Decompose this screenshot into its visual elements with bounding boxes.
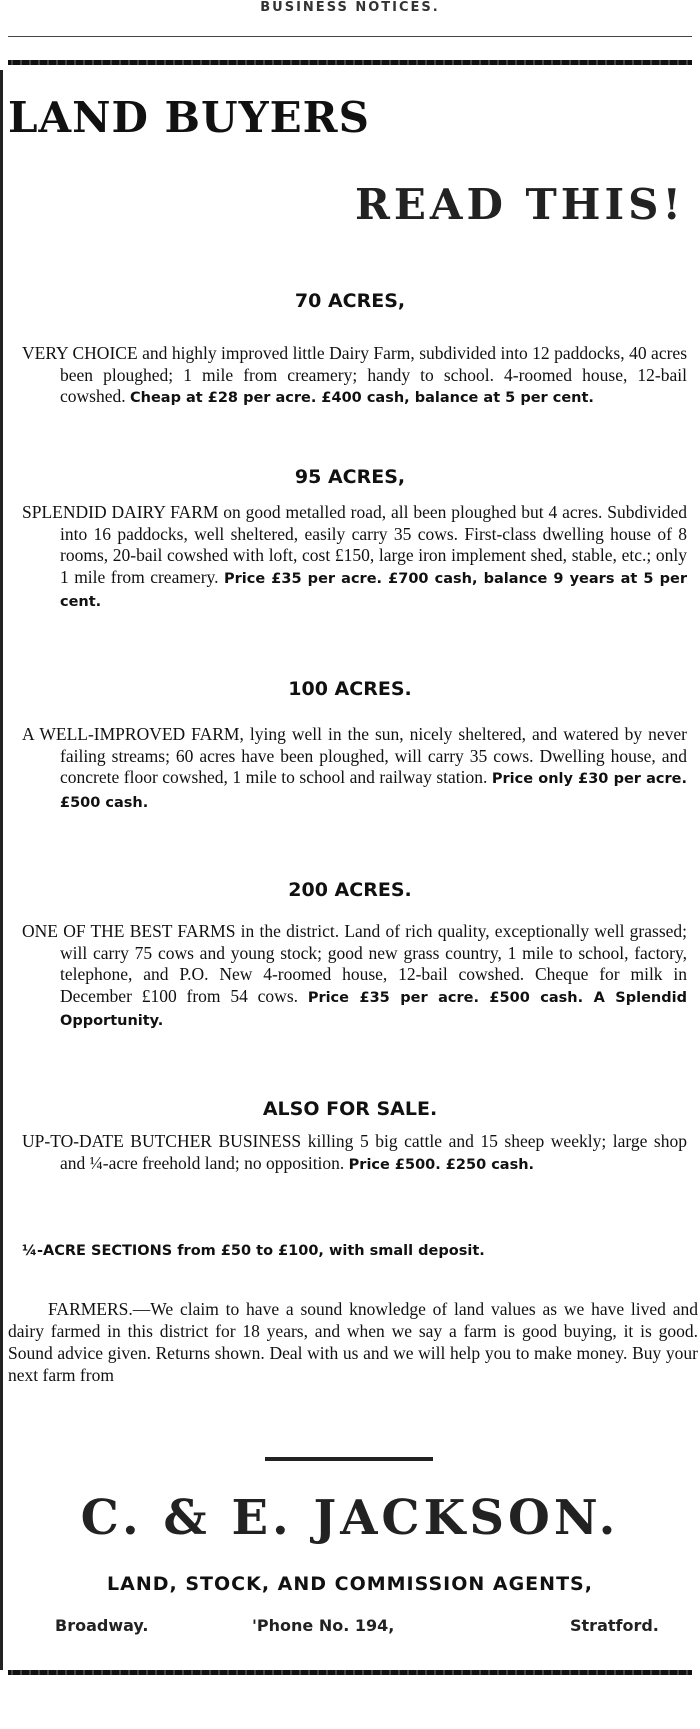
listing-text: killing 5 big cattle and 15 sheep weekly; large shop and ¼-acre freehold land; no opposition. [60,1131,687,1173]
footer-address: Broadway. [55,1616,149,1635]
listing-price: Price £35 per acre. £700 cash, balance 9 years at 5 per cent. [60,570,687,610]
top-thin-rule [8,36,692,37]
headline-land-buyers: LAND BUYERS [8,93,370,142]
listing-text: and highly improved little Dairy Farm, subdivided into 12 paddocks, 40 acres been ploughed; 1 mile from creamery; handy to school. 4-roomed house, 12-bail cowshed. [60,343,687,406]
listing-lead: VERY CHOICE [22,343,138,363]
listing-lead: A WELL-IMPROVED FARM, [22,724,244,744]
listing-price: Cheap at £28 per acre. £400 cash, balance at 5 per cent. [129,390,594,406]
listing-title: 100 ACRES. [288,678,412,700]
listing-price: Price £35 per acre. £500 cash. A Splendid Opportunity. [60,989,687,1029]
sections-notice: ¼-ACRE SECTIONS from £50 to £100, with small deposit. [22,1243,485,1259]
listing-text: lying well in the sun, nicely sheltered, and watered by never failing streams; 60 acres have been ploughed, will carry 35 cows. Dwelling house, and concrete floor cowshed, 1 mile to school and railway station. [60,724,687,787]
listing-title: 200 ACRES. [288,879,412,901]
short-divider [265,1457,433,1461]
listing-title: ALSO FOR SALE. [262,1098,438,1120]
listing-text: on good metalled road, all been ploughed but 4 acres. Subdivided into 16 paddocks, well sheltered, easily carry 35 cows. First-class dwelling house of 8 rooms, 20-bail cowshed with loft, cost £150, large iron implement shed, stable, etc.; only 1 mile from creamery. [60,502,687,587]
agents-line: LAND, STOCK, AND COMMISSION AGENTS, [107,1573,593,1595]
firm-name: C. & E. JACKSON. [80,1490,620,1546]
listing-price: Price £500. £250 cash. [348,1156,535,1173]
listing-lead: UP-TO-DATE BUTCHER BUSINESS [22,1131,302,1151]
listing-lead: SPLENDID DAIRY FARM [22,502,219,522]
masthead: BUSINESS NOTICES. [260,0,440,15]
listing-body [22,1131,687,1176]
footer-phone: 'Phone No. 194, [252,1616,395,1635]
farmers-paragraph: FARMERS.—We claim to have a sound knowledge of land values as we have lived and dairy farmed in this district for 18 years, and when we say a farm is good buying, it is good. Sound advice given. Returns shown. Deal with us and we will help you to make money. Buy your next farm from [8,1299,698,1385]
bottom-thick-rule [8,1670,692,1675]
headline-read-this: READ THIS! [355,180,685,229]
listing-body [22,502,687,614]
listing-title: 70 ACRES, [294,290,406,312]
listing-body [22,343,687,410]
listing-text: in the district. Land of rich quality, exceptionally well grassed; will carry 75 cows and young stock; good new grass country, 1 mile to school, factory, telephone, and P.O. New 4-roomed house, 12-bail cowshed. Cheque for milk in December £100 from 54 cows. [60,921,688,1006]
listing-body [22,921,687,1033]
listing-title: 95 ACRES, [294,466,406,488]
top-thick-rule [8,60,692,65]
footer-town: Stratford. [570,1616,659,1635]
listing-price: Price only £30 per acre. £500 cash. [60,771,687,811]
listing-body [22,724,687,814]
listing-lead: ONE OF THE BEST FARMS [22,921,236,941]
